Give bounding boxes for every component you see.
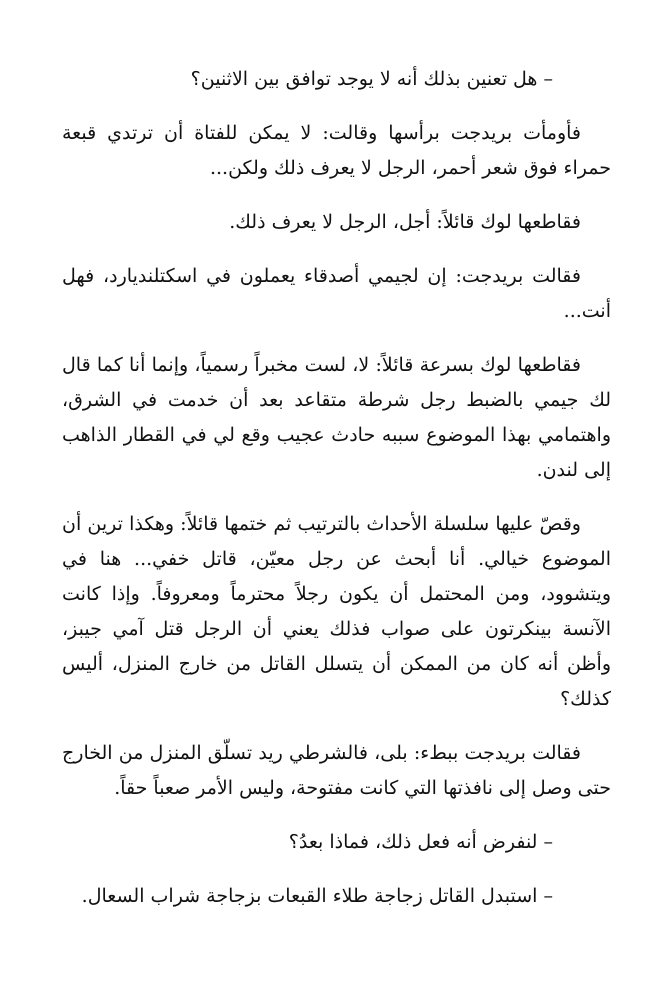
text-paragraph: فقالت بريدجت ببطء: بلى، فالشرطي ريد تسلّق المنزل من الخارج حتى وصل إلى نافذتها التي كانت مفتوحة، وليس الأمر صعباً حقاً. [62,742,611,799]
text-paragraph: وقصّ عليها سلسلة الأحداث بالترتيب ثم ختمها قائلاً: وهكذا ترين أن الموضوع خيالي. أنا أبحث عن رجل معيّن، قاتل خفي... هنا في ويتشوود، ومن المحتمل أن يكون رجلاً محترماً ومعروفاً. وإذا كانت الآنسة بينكرتون على صواب فذلك يعني أن الرجل قتل آمي جيبز، وأظن أنه كان من الممكن أن يتسلل القاتل من خارج المنزل، أليس كذلك؟ [62,513,611,710]
text-paragraph: فأومأت بريدجت برأسها وقالت: لا يمكن للفتاة أن ترتدي قبعة حمراء فوق شعر أحمر، الرجل لا يعرف ذلك ولكن... [62,122,611,179]
text-paragraph: فقالت بريدجت: إن لجيمي أصدقاء يعملون في اسكتلنديارد، فهل أنت... [62,265,611,322]
text-paragraph: فقاطعها لوك بسرعة قائلاً: لا، لست مخبراً رسمياً، وإنما أنا كما قال لك جيمي بالضبط رجل شرطة متقاعد بعد أن خدمت في الشرق، واهتمامي بهذا الموضوع سببه حادث عجيب وقع لي في القطار الذاهب إلى لندن. [62,354,611,481]
book-page [62,62,611,933]
text-paragraph: فقاطعها لوك قائلاً: أجل، الرجل لا يعرف ذلك. [229,211,581,233]
dialogue-paragraph: – هل تعنين بذلك أنه لا يوجد توافق بين الاثنين؟ [190,68,553,90]
dialogue-paragraph: – استبدل القاتل زجاجة طلاء القبعات بزجاجة شراب السعال. [81,885,553,907]
dialogue-paragraph: – لنفرض أنه فعل ذلك، فماذا بعدُ؟ [288,831,553,853]
